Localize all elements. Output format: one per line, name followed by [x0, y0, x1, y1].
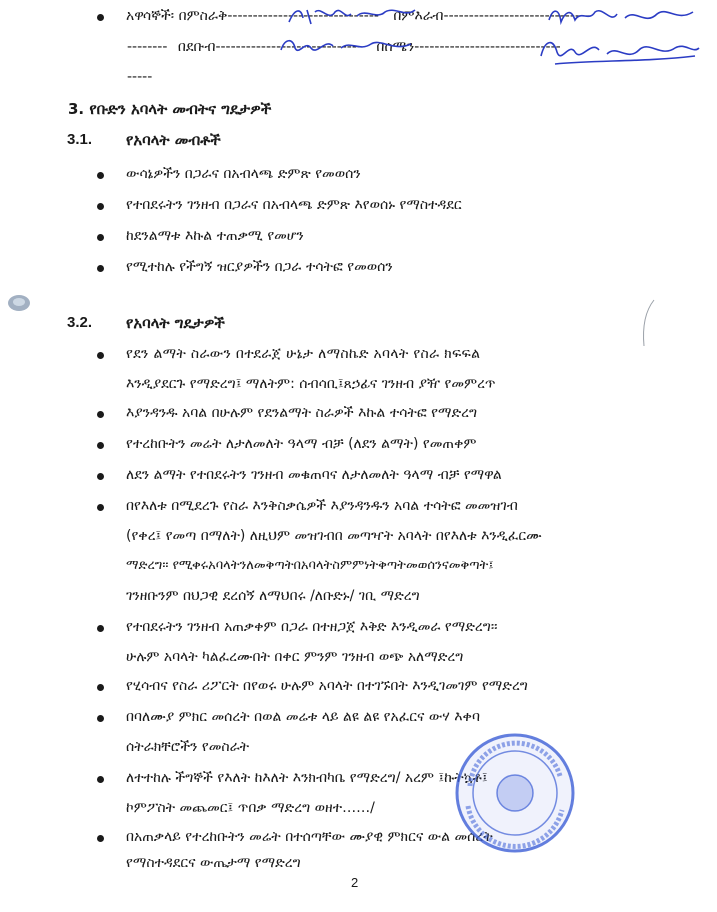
duty-line: የደን ልማት ስራውን በተደራጀ ሁኔታ ለማስኬድ አባላት የስራ ክፍፍል	[126, 346, 481, 362]
bullet	[97, 442, 104, 449]
duty-line: የተረከቡትን መሬት ለታለመለት ዓላማ ብቻ (ለደን ልማት) የመጠቀም	[126, 436, 477, 452]
duty-line: በባለሙያ ምክር መሰረት በወል መሬቱ ላይ ልዩ ልዩ የአፈርና ውሃ እቀባ	[126, 709, 480, 725]
signature-east	[285, 4, 445, 28]
rights-item: የሚተከሉ የችግኝ ዝርያዎችን በጋራ ተሳትፎ የመወሰን	[126, 259, 393, 275]
bullet	[97, 473, 104, 480]
bullet	[97, 715, 104, 722]
duty-line: በአጠቃላይ የተረከቡትን መሬት በተሰጣቸው ሙያዊ ምክርና ውል መሰረት	[126, 829, 493, 845]
bullet	[97, 835, 104, 842]
duty-line: ሰትራክቸሮችን የመስራት	[126, 739, 250, 755]
bullet	[97, 265, 104, 272]
continuation-line: --------	[127, 39, 168, 55]
south-label: በደቡብ	[177, 39, 216, 55]
west-label: በምእራብ	[393, 8, 444, 24]
west-line: -----------------------------	[443, 8, 591, 24]
bullet	[97, 504, 104, 511]
duty-line: ገንዘቡንም በህጋዊ ደረሰኝ ለማህበሩ /ለቡድኑ/ ገቢ ማድረግ	[126, 588, 420, 604]
rights-item: ውሳኔዎችን በጋራና በአብላጫ ድምጽ የመወሰን	[126, 166, 361, 182]
duty-line: የማስተዳደርና ውጤታማ የማድረግ	[126, 855, 301, 871]
bullet	[97, 203, 104, 210]
north-label: በሰሜን	[376, 39, 415, 55]
signature-south	[275, 34, 425, 60]
duty-line: የሂሳብና የስራ ሪፖርት በየወሩ ሁሉም አባላት በተገኙበት እንዲገመገም የማድረግ	[126, 678, 528, 694]
bullet	[97, 234, 104, 241]
duty-line: ኮምፖስት መጨመር፤ ጥበቃ ማድረግ ወዘተ……/	[126, 800, 375, 816]
duty-line: በየእለቱ በሚደረጉ የስራ እንቅስቃሴዎች እያንዳንዱን አባል ተሳትፎ መመዝገብ	[126, 498, 518, 514]
duty-line: ለተተከሉ ችግኞች የእለት ከእለት እንክብካቤ የማድረግ/ አረም ፤ኩትኳቶ፤	[126, 770, 488, 786]
signature-north	[535, 34, 705, 70]
boundaries-label: አዋሳኞች፡	[126, 8, 175, 24]
bullet	[97, 14, 104, 21]
duty-line: የተበደሩትን ገንዘብ አጠቃቀም በጋራ በተዘጋጀ እቅድ እንዲመራ የማድረግ፡፡	[126, 619, 498, 635]
punch-hole	[6, 292, 32, 314]
duty-line: እያንዳንዱ አባል በሁሉም የደንልማት ስራዎች እኩል ተሳትፎ የማድረግ	[126, 405, 478, 421]
north-line: -----------------------------	[414, 39, 561, 55]
boundaries-line-3	[127, 67, 152, 87]
signature-west	[545, 4, 705, 30]
duty-line: (የቀረ፤ የመጣ በማለት) ለዚህም መዝገብበ መጣዣት አባላት በየእለቱ እንዲፈርሙ	[126, 528, 542, 544]
page-number: 2	[351, 875, 359, 890]
rights-item: ከደንልማቱ እኩል ተጠቃሚ የመሆን	[126, 228, 304, 244]
bullet	[97, 776, 104, 783]
duty-line: ማድረግ፡፡ የሚቀሩአባላትንለመቅጣትበአባላትስምምነትቅጣትመወሰንናመቅጣት፤	[126, 558, 494, 573]
bullet	[97, 172, 104, 179]
official-stamp	[450, 726, 580, 861]
south-line: -----------------------------	[215, 39, 362, 55]
bullet	[97, 625, 104, 632]
section-title: 3. የቡድን አባላት መብትና ግዴታዎች	[68, 100, 272, 118]
subsection-title-rights: የአባላት መብቶች	[126, 131, 221, 149]
duty-line: እንዲያደርጉ የማድረግ፤ ማለትም: ሰብሳቢ፤ጸኃፊና ገንዘብ ያዥ የመምረጥ	[126, 376, 496, 392]
subsection-title-duties: የአባላት ግዴታዎች	[126, 314, 225, 332]
duty-line: ለደን ልማት የተበደሩትን ገንዘብ መቁጠባና ለታለመለት ዓላማ ብቻ የማዋል	[126, 467, 502, 483]
tail-line: -----	[127, 69, 153, 85]
subsection-number-rights: 3.1.	[67, 131, 93, 148]
bullet	[97, 684, 104, 691]
duty-line: ሁሉም አባላት ካልፈረሙበት በቀር ምንም ገንዘብ ወጭ አለማድረግ	[126, 649, 464, 665]
bullet	[97, 411, 104, 418]
bullet	[97, 352, 104, 359]
pen-mark	[632, 296, 662, 352]
east-label: በምስራቅ	[178, 8, 228, 24]
rights-item: የተበደሩትን ገንዘብ በጋራና በአብላጫ ድምጽ እየወሰኑ የማስተዳደር	[126, 197, 462, 213]
subsection-number-duties: 3.2.	[67, 314, 93, 331]
east-line: ------------------------------	[227, 8, 379, 24]
